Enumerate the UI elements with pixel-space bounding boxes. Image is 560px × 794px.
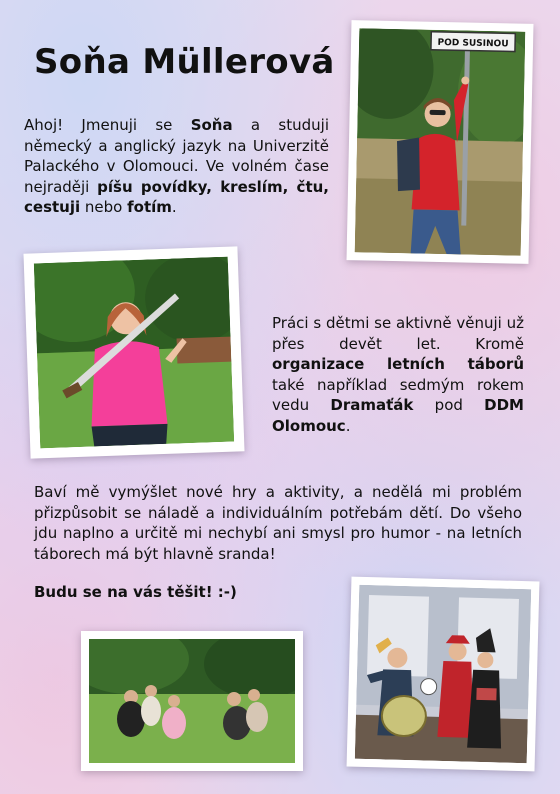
experience-text-3: pod xyxy=(413,396,485,414)
experience-camps: organizace letních táborů xyxy=(272,355,524,373)
photo-group xyxy=(81,631,303,771)
photo-costumes-image xyxy=(355,585,531,763)
experience-text-4: . xyxy=(345,416,351,435)
page-title: Soňa Müllerová xyxy=(34,42,335,82)
sign-text: POD SUSINOU xyxy=(437,37,509,50)
experience-paragraph xyxy=(272,313,524,436)
photo-sign-image xyxy=(355,28,526,255)
photo-sword xyxy=(23,246,244,458)
intro-hobbies: píšu povídky, kreslím, čtu, cestuji xyxy=(24,177,329,216)
experience-ddm: DDM Olomouc xyxy=(272,396,524,435)
experience-text-1: Práci s dětmi se aktivně věnuji už přes devět let. Kromě xyxy=(272,314,524,353)
photo-sign xyxy=(347,20,534,264)
photo-sword-image xyxy=(34,257,234,449)
experience-drama: Dramaťák xyxy=(330,396,414,414)
intro-photo-hobby: fotím xyxy=(127,198,172,216)
experience-text-2: také například sedmým rokem vedu xyxy=(272,375,524,414)
photo-costumes xyxy=(347,577,540,772)
photo-group-image xyxy=(89,639,295,763)
intro-text-4: . xyxy=(171,198,177,216)
hobbies-paragraph: Baví mě vymýšlet nové hry a aktivity, a nedělá mi problém přizpůsobit se náladě a individuálním potřebám dětí. Do všeho jdu naplno a určitě mi nechybí ani smysl pro humor - na letních táborech má být hlavně sranda! xyxy=(34,483,522,563)
closing-line: Budu se na vás těšit! :-) xyxy=(34,583,237,601)
intro-paragraph xyxy=(24,115,329,218)
intro-text-3: nebo xyxy=(80,198,128,216)
intro-name: Soňa xyxy=(190,116,233,134)
intro-text-1: Ahoj! Jmenuji se xyxy=(24,116,191,134)
intro-text-2: a studuji německý a anglický jazyk na Univerzitě Palackého v Olomouci. Ve volném čase nejraději xyxy=(24,116,329,196)
